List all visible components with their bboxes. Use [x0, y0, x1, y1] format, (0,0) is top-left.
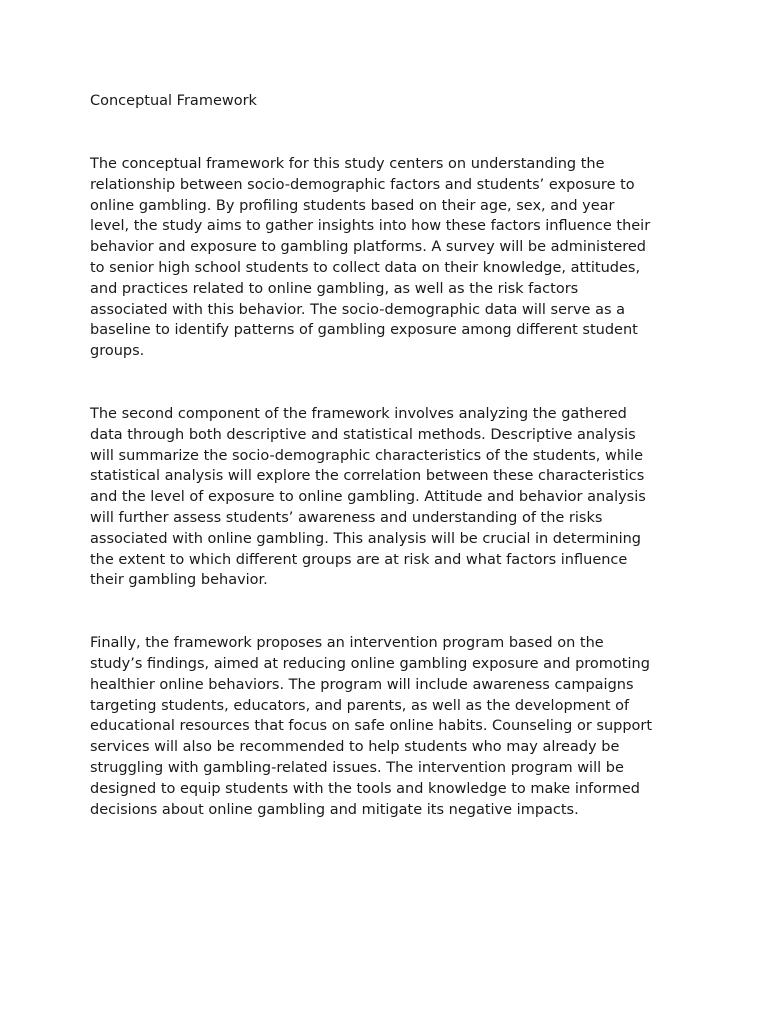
document-title: Conceptual Framework: [90, 93, 257, 109]
paragraph-1: The conceptual framework for this study centers on understanding the relationship between socio-demographic factors and students’ exposure to online gambling. By profiling students based on their age, sex, and year level, the study aims to gather insights into how these factors influence their behavior and exposure to gambling platforms. A survey will be administered to senior high school students to collect data on their knowledge, attitudes, and practices related to online gambling, as well as the risk factors associated with this behavior. The socio-demographic data will serve as a baseline to identify patterns of gambling exposure among different student groups.: [90, 156, 651, 360]
document-page: [90, 91, 690, 820]
paragraph-3: Finally, the framework proposes an intervention program based on the study’s findings, aimed at reducing online gambling exposure and promoting healthier online behaviors. The program will include awareness campaigns targeting students, educators, and parents, as well as the development of educational resources that focus on safe online habits. Counseling or support services will also be recommended to help students who may already be struggling with gambling-related issues. The intervention program will be designed to equip students with the tools and knowledge to make informed decisions about online gambling and mitigate its negative impacts.: [90, 635, 653, 818]
paragraph-2: The second component of the framework involves analyzing the gathered data through both descriptive and statistical methods. Descriptive analysis will summarize the socio-demographic characteristics of the students, while statistical analysis will explore the correlation between these characteristics and the level of exposure to online gambling. Attitude and behavior analysis will further assess students’ awareness and understanding of the risks associated with online gambling. This analysis will be crucial in determining the extent to which different groups are at risk and what factors influence their gambling behavior.: [90, 405, 646, 589]
